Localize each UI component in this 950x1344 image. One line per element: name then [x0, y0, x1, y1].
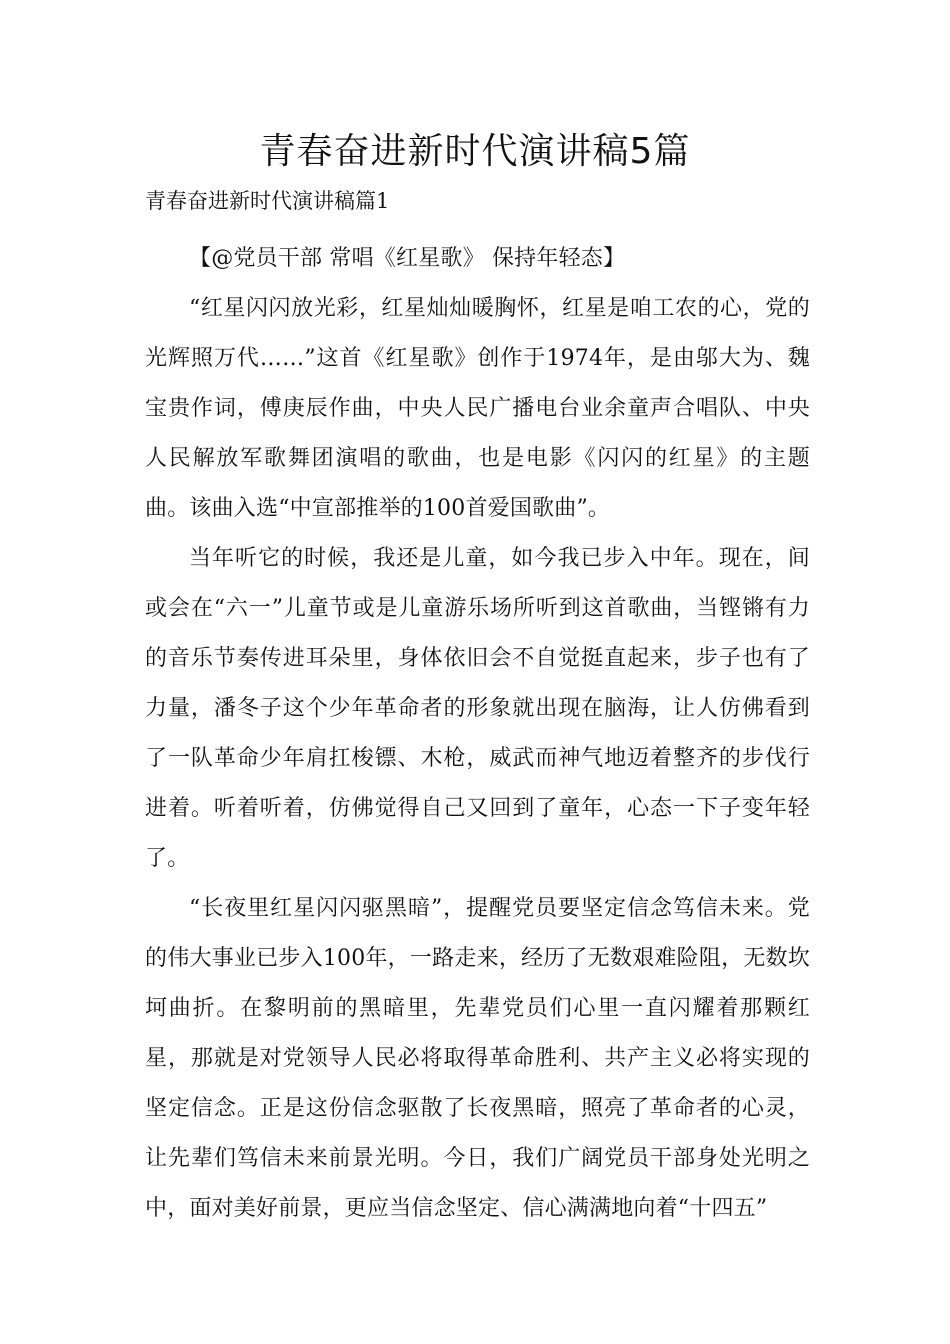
section-subtitle: 青春奋进新时代演讲稿篇1: [145, 189, 390, 213]
document-body: [145, 234, 810, 1234]
paragraph: “长夜里红星闪闪驱黑暗”，提醒党员要坚定信念笃信未来。党的伟大事业已步入100年，一路走来，经历了无数艰难险阻，无数坎坷曲折。在黎明前的黑暗里，先辈党员们心里一直闪耀着那颗红星，那就是对党领导人民必将取得革命胜利、共产主义必将实现的坚定信念。正是这份信念驱散了长夜黑暗，照亮了革命者的心灵，让先辈们笃信未来前景光明。今日，我们广阔党员干部身处光明之中，面对美好前景，更应当信念坚定、信心满满地向着“十四五”: [145, 896, 810, 1221]
document-title: 青春奋进新时代演讲稿5篇: [259, 131, 691, 172]
paragraph-heading: 【@党员干部 常唱《红星歌》 保持年轻态】: [189, 246, 626, 271]
paragraph: 当年听它的时候，我还是儿童，如今我已步入中年。现在，间或会在“六一”儿童节或是儿童游乐场所听到这首歌曲，当铿锵有力的音乐节奏传进耳朵里，身体依旧会不自觉挺直起来，步子也有了力量，潘冬子这个少年革命者的形象就出现在脑海，让人仿佛看到了一队革命少年肩扛梭镖、木枪，威武而神气地迈着整齐的步伐行进着。听着听着，仿佛觉得自己又回到了童年，心态一下子变年轻了。: [145, 546, 810, 871]
paragraph: “红星闪闪放光彩，红星灿灿暖胸怀，红星是咱工农的心，党的光辉照万代……”这首《红星歌》创作于1974年，是由邬大为、魏宝贵作词，傅庚辰作曲，中央人民广播电台业余童声合唱队、中央人民解放军歌舞团演唱的歌曲，也是电影《闪闪的红星》的主题曲。该曲入选“中宣部推举的100首爱国歌曲”。: [145, 296, 810, 521]
